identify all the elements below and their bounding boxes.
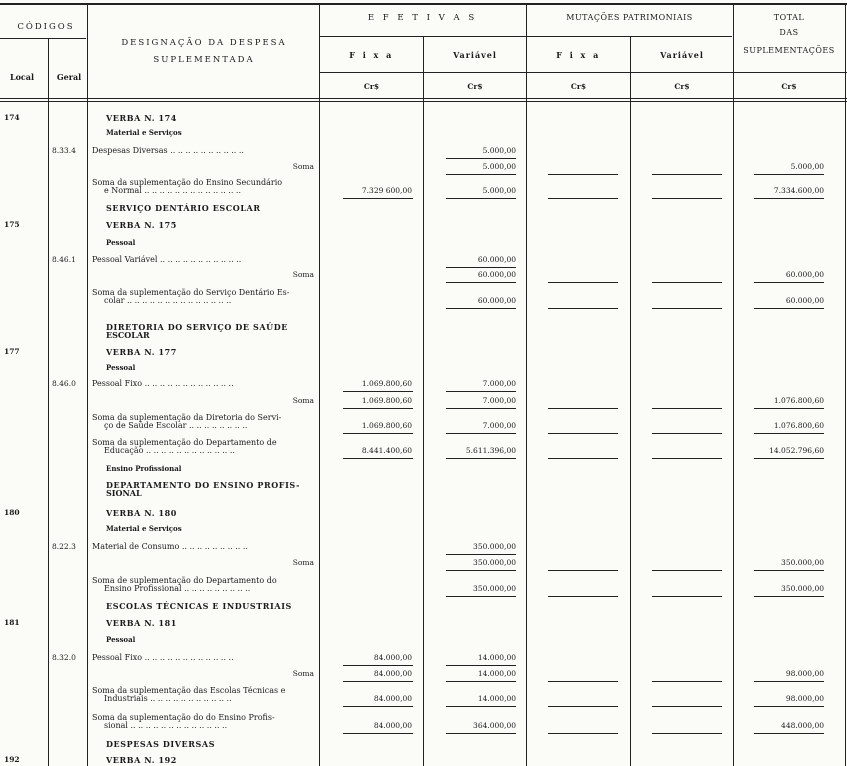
designation-text: DEPARTAMENTO DO ENSINO PROFIS- bbox=[106, 480, 301, 490]
designation-text: Soma da suplementação do Departamento de bbox=[92, 438, 277, 447]
amount-variavel: 5.000,00 bbox=[482, 146, 516, 155]
currency-fixa-efetivas: Cr$ bbox=[363, 82, 380, 91]
designation-text-cont: Industriais .. .. .. .. .. .. .. .. .. .. .. bbox=[104, 694, 232, 703]
designation-text: Ensino Profissional bbox=[106, 464, 182, 473]
amount-rule bbox=[548, 282, 618, 283]
amount-variavel: 7.000,00 bbox=[482, 421, 516, 430]
amount-rule bbox=[754, 408, 824, 409]
amount-rule bbox=[652, 458, 722, 459]
amount-rule bbox=[652, 681, 722, 682]
designation-text: Soma de suplementação do Departamento do bbox=[92, 576, 277, 585]
amount-rule bbox=[652, 174, 722, 175]
designation-text-cont: e Normal .. .. .. .. .. .. .. .. .. .. .. .. .. bbox=[104, 186, 242, 195]
designation-text: Material e Serviços bbox=[106, 524, 182, 533]
header-local: Local bbox=[9, 72, 35, 82]
amount-total: 98.000,00 bbox=[785, 694, 824, 703]
currency-variavel-mutacoes: Cr$ bbox=[674, 82, 690, 91]
designation-text: Pessoal bbox=[106, 363, 136, 372]
amount-rule bbox=[446, 733, 516, 734]
amount-total: 60.000,00 bbox=[785, 296, 824, 305]
designation-text: Soma da suplementação da Diretoria do Servi- bbox=[92, 413, 282, 422]
amount-rule bbox=[754, 433, 824, 434]
codigos-rule bbox=[0, 38, 86, 39]
amount-rule bbox=[446, 174, 516, 175]
amount-variavel: 364.000,00 bbox=[473, 721, 516, 730]
designation-text: Material e Serviços bbox=[106, 128, 182, 137]
amount-total: 350.000,00 bbox=[781, 584, 824, 593]
amount-variavel: 350.000,00 bbox=[473, 584, 516, 593]
local-code: 177 bbox=[4, 347, 20, 356]
amount-rule bbox=[446, 665, 516, 666]
designation-text: Material de Consumo .. .. .. .. .. .. .. .. .. bbox=[92, 542, 248, 551]
amount-total: 14.052.796,60 bbox=[769, 446, 824, 455]
amount-rule bbox=[343, 391, 413, 392]
designation-text: Pessoal bbox=[106, 635, 136, 644]
header-total-1: TOTAL bbox=[773, 13, 805, 22]
amount-rule bbox=[754, 733, 824, 734]
geral-code: 8.46.1 bbox=[52, 255, 76, 264]
amount-rule bbox=[446, 158, 516, 159]
amount-rule bbox=[548, 433, 618, 434]
header-fixa-mutacoes: F i x a bbox=[556, 50, 601, 60]
header-designacao-2: SUPLEMENTADA bbox=[153, 55, 255, 65]
amount-rule bbox=[446, 706, 516, 707]
col-line-designacao bbox=[319, 3, 320, 766]
soma-label: Soma bbox=[292, 270, 314, 279]
header-variavel-efetivas: Variável bbox=[453, 50, 497, 60]
designation-text: Despesas Diversas .. .. .. .. .. .. .. .. .. .. bbox=[92, 146, 244, 155]
designation-text-cont: colar .. .. .. .. .. .. .. .. .. .. .. .. .. .. bbox=[104, 296, 232, 305]
amount-rule bbox=[548, 458, 618, 459]
amount-rule bbox=[343, 198, 413, 199]
amount-rule bbox=[446, 267, 516, 268]
local-code: 181 bbox=[4, 618, 20, 627]
designation-text-cont: SIONAL bbox=[106, 488, 142, 498]
header-efetivas: E F E T I V A S bbox=[367, 13, 478, 23]
amount-rule bbox=[754, 681, 824, 682]
top-rule bbox=[0, 3, 847, 5]
designation-text: VERBA N. 180 bbox=[106, 508, 177, 518]
local-code: 180 bbox=[4, 508, 20, 517]
designation-text-cont: sional .. .. .. .. .. .. .. .. .. .. .. .. .. bbox=[104, 721, 228, 730]
amount-rule bbox=[754, 458, 824, 459]
amount-rule bbox=[446, 433, 516, 434]
amount-rule bbox=[652, 433, 722, 434]
designation-text-cont: ESCOLAR bbox=[106, 330, 150, 340]
header-fixa-efetivas: F i x a bbox=[349, 50, 394, 60]
soma-label: Soma bbox=[292, 669, 314, 678]
amount-rule bbox=[343, 433, 413, 434]
amount-rule bbox=[548, 198, 618, 199]
amount-rule bbox=[446, 458, 516, 459]
local-code: 174 bbox=[4, 113, 20, 122]
designation-text: DIRETORIA DO SERVIÇO DE SAÚDE bbox=[106, 322, 288, 332]
amount-variavel: 60.000,00 bbox=[477, 270, 516, 279]
amount-fixa: 1.069.800,60 bbox=[361, 396, 412, 405]
amount-variavel: 5.000,00 bbox=[482, 162, 516, 171]
amount-variavel: 350.000,00 bbox=[473, 542, 516, 551]
designation-text: DESPESAS DIVERSAS bbox=[106, 739, 216, 749]
geral-code: 8.22.3 bbox=[52, 542, 76, 551]
designation-text-cont: ço de Saúde Escolar .. .. .. .. .. .. .. .. bbox=[104, 421, 248, 430]
designation-text: VERBA N. 192 bbox=[106, 755, 177, 765]
amount-rule bbox=[548, 596, 618, 597]
amount-variavel: 60.000,00 bbox=[477, 255, 516, 264]
amount-rule bbox=[652, 706, 722, 707]
amount-rule bbox=[652, 733, 722, 734]
amount-total: 98.000,00 bbox=[785, 669, 824, 678]
amount-variavel: 5.000,00 bbox=[482, 186, 516, 195]
amount-rule bbox=[652, 570, 722, 571]
amount-rule bbox=[343, 665, 413, 666]
designation-text: SERVIÇO DENTÁRIO ESCOLAR bbox=[106, 203, 261, 213]
designation-text: VERBA N. 177 bbox=[106, 347, 177, 357]
designation-text: VERBA N. 174 bbox=[106, 113, 177, 123]
amount-rule bbox=[754, 596, 824, 597]
amount-rule bbox=[446, 308, 516, 309]
designation-text: Soma da suplementação das Escolas Técnicas e bbox=[92, 686, 286, 695]
header-geral: Geral bbox=[56, 72, 82, 82]
geral-code: 8.33.4 bbox=[52, 146, 76, 155]
header-variavel-mutacoes: Variável bbox=[660, 50, 704, 60]
amount-rule bbox=[754, 706, 824, 707]
amount-rule bbox=[343, 706, 413, 707]
currency-fixa-mutacoes: Cr$ bbox=[570, 82, 587, 91]
amount-total: 1.076.800,60 bbox=[773, 421, 824, 430]
header-designacao-1: DESIGNAÇÃO DA DESPESA bbox=[121, 38, 287, 48]
col-line-right bbox=[845, 3, 846, 766]
col-line-local bbox=[48, 38, 49, 766]
designation-text: Soma da suplementação do Ensino Secundário bbox=[92, 178, 283, 187]
currency-total: Cr$ bbox=[781, 82, 797, 91]
amount-rule bbox=[754, 174, 824, 175]
designation-text: Pessoal Fixo .. .. .. .. .. .. .. .. .. .. .. .. bbox=[92, 653, 234, 662]
soma-label: Soma bbox=[292, 162, 314, 171]
col-line-efetivas bbox=[526, 3, 527, 766]
designation-text: Pessoal Fixo .. .. .. .. .. .. .. .. .. .. .. .. bbox=[92, 379, 234, 388]
designation-text-cont: Educação .. .. .. .. .. .. .. .. .. .. .. .. bbox=[104, 446, 235, 455]
designation-text: Pessoal bbox=[106, 238, 136, 247]
amount-total: 448.000,00 bbox=[781, 721, 824, 730]
amount-fixa: 84.000,00 bbox=[373, 653, 412, 662]
amount-rule bbox=[652, 596, 722, 597]
amount-variavel: 350.000,00 bbox=[473, 558, 516, 567]
amount-fixa: 1.069.800,60 bbox=[361, 379, 412, 388]
amount-total: 60.000,00 bbox=[785, 270, 824, 279]
header-total-3: SUPLEMENTAÇÕES bbox=[743, 46, 835, 55]
geral-code: 8.46.0 bbox=[52, 379, 76, 388]
amount-rule bbox=[652, 282, 722, 283]
designation-text-cont: Ensino Profissional .. .. .. .. .. .. .. .. .. bbox=[104, 584, 251, 593]
amount-rule bbox=[446, 570, 516, 571]
designation-text: ESCOLAS TÉCNICAS E INDUSTRIAIS bbox=[106, 601, 292, 611]
amount-rule bbox=[343, 408, 413, 409]
designation-text: Soma da suplementação do Serviço Dentário Es- bbox=[92, 288, 290, 297]
amount-fixa: 84.000,00 bbox=[373, 694, 412, 703]
col-line-fixa bbox=[423, 36, 424, 766]
amount-rule bbox=[754, 308, 824, 309]
amount-rule bbox=[343, 733, 413, 734]
amount-rule bbox=[343, 458, 413, 459]
col-line-mut-fixa bbox=[630, 36, 631, 766]
currency-rule bbox=[320, 72, 847, 73]
local-code: 192 bbox=[4, 755, 20, 764]
col-line-mutacoes bbox=[733, 3, 734, 766]
amount-variavel: 14.000,00 bbox=[477, 669, 516, 678]
amount-rule bbox=[652, 198, 722, 199]
amount-variavel: 7.000,00 bbox=[482, 396, 516, 405]
amount-fixa: 84.000,00 bbox=[373, 721, 412, 730]
amount-rule bbox=[548, 570, 618, 571]
local-code: 175 bbox=[4, 220, 20, 229]
amount-rule bbox=[754, 570, 824, 571]
amount-rule bbox=[548, 174, 618, 175]
amount-total: 350.000,00 bbox=[781, 558, 824, 567]
designation-text: VERBA N. 181 bbox=[106, 618, 177, 628]
designation-text: VERBA N. 175 bbox=[106, 220, 177, 230]
soma-label: Soma bbox=[292, 558, 314, 567]
amount-variavel: 14.000,00 bbox=[477, 694, 516, 703]
header-total-2: DAS bbox=[779, 28, 799, 37]
amount-variavel: 60.000,00 bbox=[477, 296, 516, 305]
designation-text: Pessoal Variável .. .. .. .. .. .. .. .. .. .. .. bbox=[92, 255, 242, 264]
soma-label: Soma bbox=[292, 396, 314, 405]
amount-rule bbox=[446, 596, 516, 597]
amount-fixa: 1.069.800,60 bbox=[361, 421, 412, 430]
amount-variavel: 5.611.396,00 bbox=[465, 446, 516, 455]
amount-total: 7.334.600,00 bbox=[773, 186, 824, 195]
amount-rule bbox=[548, 308, 618, 309]
amount-rule bbox=[446, 681, 516, 682]
amount-rule bbox=[446, 198, 516, 199]
amount-rule bbox=[548, 408, 618, 409]
amount-rule bbox=[446, 408, 516, 409]
header-mutacoes: MUTAÇÕES PATRIMONIAIS bbox=[566, 13, 693, 22]
amount-rule bbox=[548, 706, 618, 707]
designation-text: Soma da suplementação do do Ensino Profis- bbox=[92, 713, 275, 722]
amount-rule bbox=[548, 733, 618, 734]
amount-variavel: 7.000,00 bbox=[482, 379, 516, 388]
amount-fixa: 7.329 600,00 bbox=[361, 186, 412, 195]
col-line-geral bbox=[87, 3, 88, 766]
amount-total: 5.000,00 bbox=[790, 162, 824, 171]
header-codigos: CÓDIGOS bbox=[17, 22, 75, 32]
amount-rule bbox=[754, 198, 824, 199]
amount-rule bbox=[754, 282, 824, 283]
amount-variavel: 14.000,00 bbox=[477, 653, 516, 662]
amount-rule bbox=[548, 681, 618, 682]
amount-rule bbox=[652, 408, 722, 409]
amount-rule bbox=[652, 308, 722, 309]
amount-rule bbox=[446, 282, 516, 283]
amount-rule bbox=[343, 681, 413, 682]
geral-code: 8.32.0 bbox=[52, 653, 76, 662]
amount-total: 1.076.800,60 bbox=[773, 396, 824, 405]
amount-fixa: 8.441.400,60 bbox=[361, 446, 412, 455]
amount-fixa: 84.000,00 bbox=[373, 669, 412, 678]
amount-rule bbox=[446, 391, 516, 392]
amount-rule bbox=[446, 554, 516, 555]
currency-variavel-efetivas: Cr$ bbox=[467, 82, 483, 91]
